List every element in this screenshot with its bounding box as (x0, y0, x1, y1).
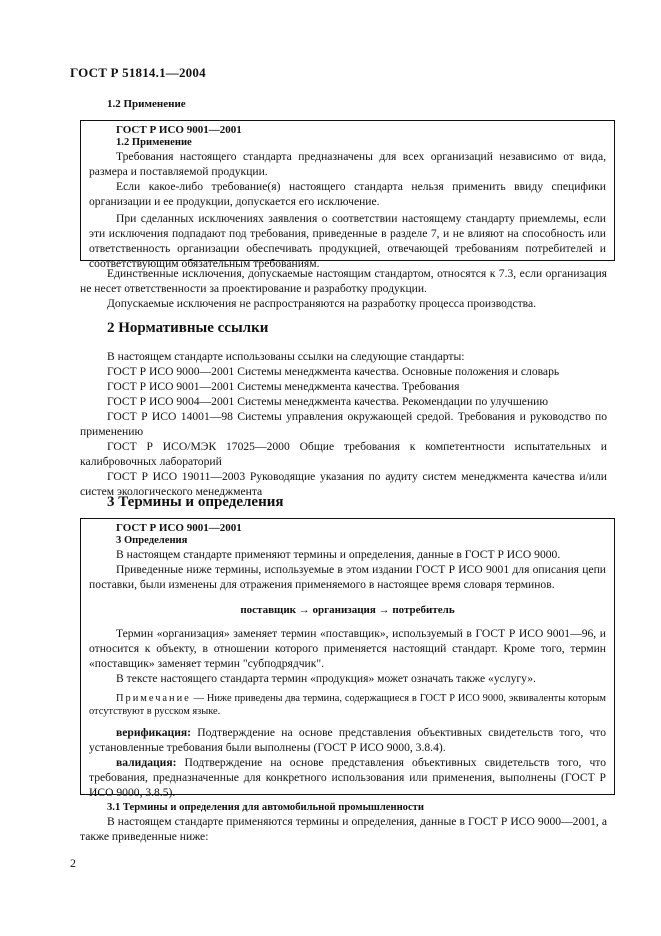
definition: Подтверждение на основе представления объективных свидетельств того, что требования, предназначенные для конкретного использования или применения, выполнены (ГОСТ Р ИСО 9000, 3.8.5). (89, 756, 606, 799)
note-label: Примечание (116, 693, 191, 704)
supply-chain-diagram: поставщик → организация → потребитель (240, 604, 455, 616)
normative-references (80, 349, 607, 499)
section-3-1-text: В настоящем стандарте применяются термины и определения, данные в ГОСТ Р ИСО 9000—2001, а также приведенные ниже: (80, 815, 607, 843)
quote-box-iso9001-definitions (80, 518, 615, 799)
paragraph: Единственные исключения, допускаемые настоящим стандартом, относятся к 7.3, если организация не несет ответственности за проектирование и разработку продукции. (80, 267, 607, 295)
box-paragraph: В тексте настоящего стандарта термин «продукция» может означать также «услугу». (116, 672, 536, 685)
box-paragraph: Приведенные ниже термины, используемые в этом издании ГОСТ Р ИСО 9001 для описания цепи поставки, были изменены для отражения применяемого в настоящее время словаря терминов. (89, 563, 606, 591)
section-3-1-title: 3.1 Термины и определения для автомобильной промышленности (107, 802, 424, 813)
box-subtitle: 1.2 Применение (116, 137, 192, 148)
definition-verification (89, 725, 606, 755)
section-3-title: 3 Термины и определения (107, 494, 284, 510)
reference-item: ГОСТ Р ИСО 14001—98 Системы управления окружающей средой. Требования и руководство по применению (80, 410, 607, 438)
box-paragraph: Если какое-либо требование(я) настоящего стандарта нельзя применить ввиду специфики организации и ее продукции, допускается его исключение. (89, 180, 606, 208)
box-paragraph: В настоящем стандарте применяют термины и определения, данные в ГОСТ Р ИСО 9000. (116, 548, 561, 561)
term: валидация: (116, 756, 177, 769)
section-2-title: 2 Нормативные ссылки (107, 320, 269, 336)
definition-validation (89, 755, 606, 800)
definition: Подтверждение на основе представления объективных свидетельств того, что установленные требования были выполнены (ГОСТ Р ИСО 9000, 3.8.4). (89, 726, 606, 754)
term: верификация: (116, 726, 192, 739)
section-1-2-title: 1.2 Применение (107, 98, 186, 110)
box-paragraph: При сделанных исключениях заявления о соответствии настоящему стандарту приемлемы, если эти исключения подпадают под требования, приведенные в разделе 7, и не влияют на способность или ответственность организации обеспечивать продукцией, отвечающей требованиям потребителей и соответствующим обязательным требованиям. (89, 212, 606, 270)
note (89, 692, 606, 718)
references-intro: В настоящем стандарте использованы ссылки на следующие стандарты: (107, 350, 465, 363)
paragraph: Допускаемые исключения не распространяются на разработку процесса производства. (107, 297, 537, 310)
page-number: 2 (70, 856, 76, 870)
reference-item: ГОСТ Р ИСО/МЭК 17025—2000 Общие требования к компетентности испытательных и калибровочных лабораторий (80, 440, 607, 468)
reference-item: ГОСТ Р ИСО 19011—2003 Руководящие указания по аудиту систем менеджмента качества и/или систем экологического менеджмента (80, 470, 607, 498)
document-header: ГОСТ Р 51814.1—2004 (70, 65, 206, 80)
reference-item: ГОСТ Р ИСО 9004—2001 Системы менеджмента качества. Рекомендации по улучшению (107, 395, 549, 408)
box-paragraph: Термин «организация» заменяет термин «поставщик», используемый в ГОСТ Р ИСО 9001—96, и относится к объекту, в отношении которого применяется настоящий стандарт. Кроме того, термин «поставщик» заменяет термин "субподрядчик". (89, 627, 606, 670)
box-title: ГОСТ Р ИСО 9001—2001 (116, 124, 242, 136)
section-3-1 (80, 801, 607, 844)
reference-item: ГОСТ Р ИСО 9001—2001 Системы менеджмента качества. Требования (107, 380, 460, 393)
box-subtitle: 3 Определения (116, 535, 188, 546)
note-text: — Ниже приведены два термина, содержащиеся в ГОСТ Р ИСО 9000, эквиваленты которым отсутствуют в русском языке. (89, 693, 606, 717)
exclusions-text (80, 266, 607, 311)
reference-item: ГОСТ Р ИСО 9000—2001 Системы менеджмента качества. Основные положения и словарь (107, 365, 560, 378)
box-title: ГОСТ Р ИСО 9001—2001 (116, 522, 242, 534)
quote-box-iso9001-scope (80, 120, 615, 270)
box-paragraph: Требования настоящего стандарта предназначены для всех организаций независимо от вида, размера и поставляемой продукции. (89, 150, 606, 178)
